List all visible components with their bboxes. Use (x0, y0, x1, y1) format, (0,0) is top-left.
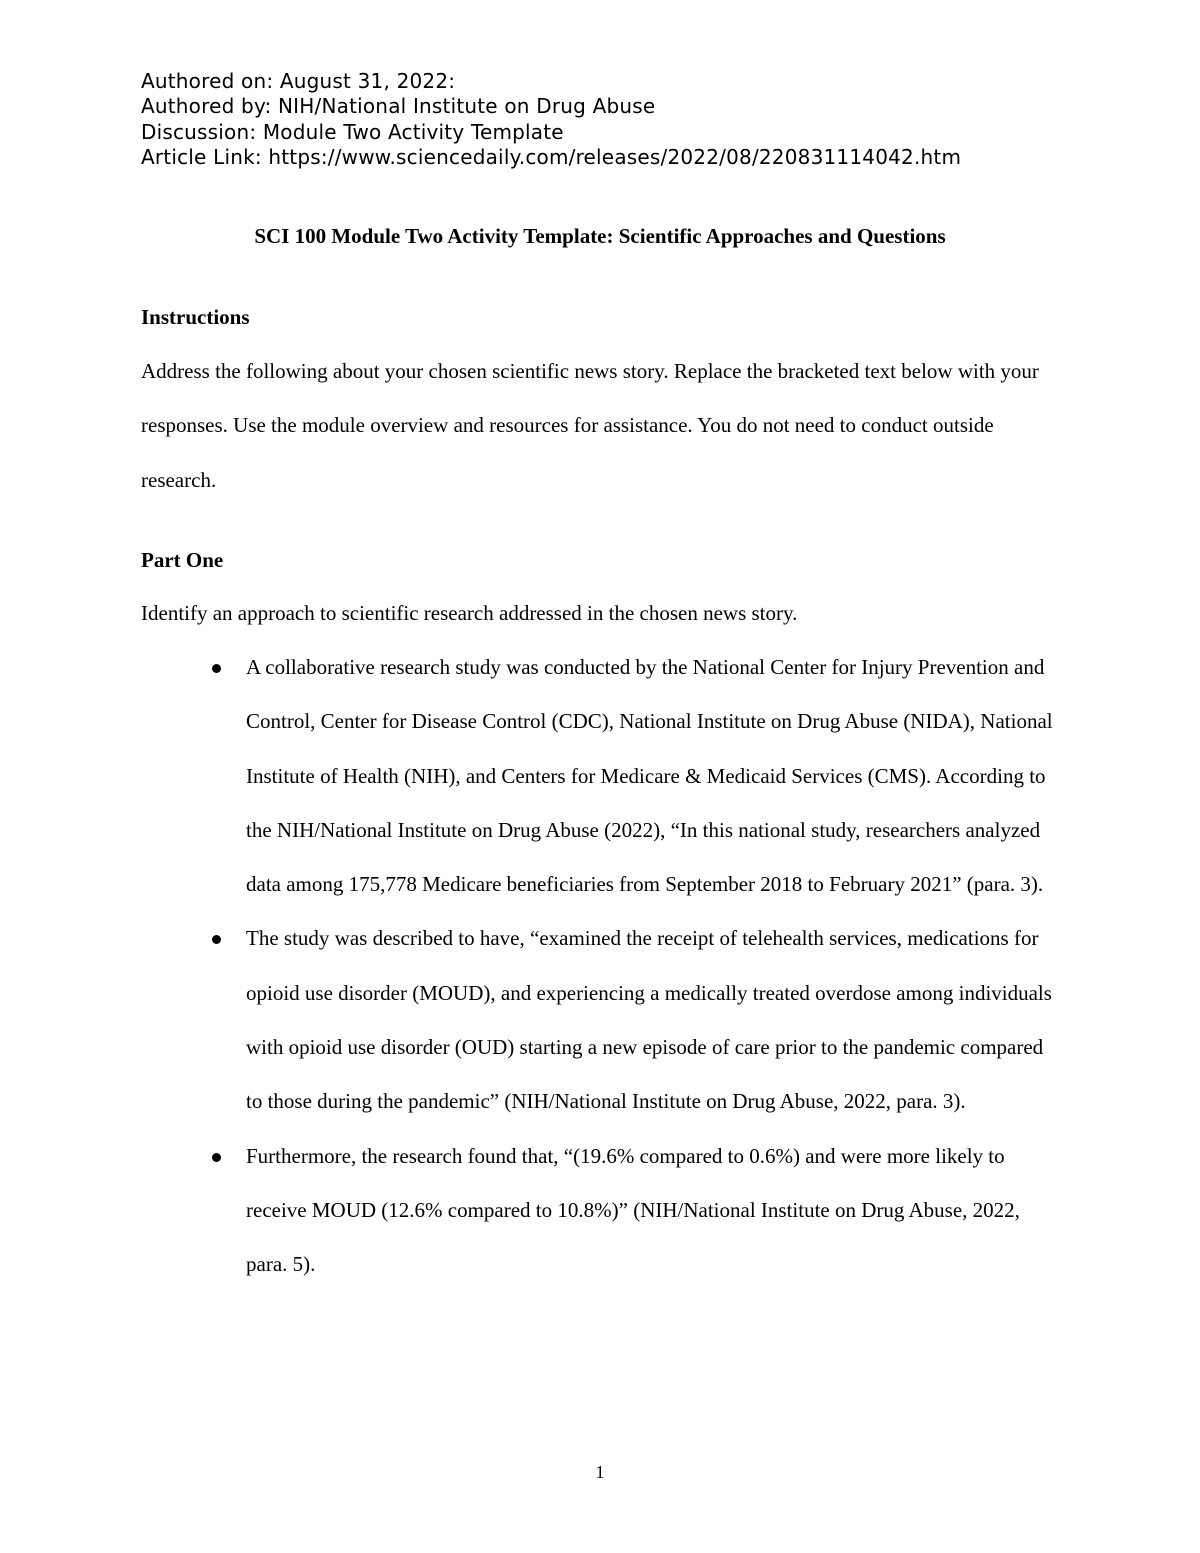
list-item (0, 1129, 1060, 1292)
document-header-info (141, 69, 961, 170)
instructions-heading: Instructions (141, 305, 250, 329)
authored-by-line: Authored by: NIH/National Institute on Drug Abuse (141, 94, 656, 119)
bullet-icon (212, 935, 221, 944)
part-one-prompt: Identify an approach to scientific research addressed in the chosen news story. (141, 601, 798, 625)
bullet-text: The study was described to have, “examined the receipt of telehealth services, medications for opioid use disorder (MOUD), and experiencing a medically treated overdose among individuals with opioid use disorder (OUD) starting a new episode of care prior to the pandemic compared to those during the pandemic” (NIH/National Institute on Drug Abuse, 2022, para. 3). (246, 926, 1052, 1114)
page-number: 1 (595, 1462, 605, 1482)
bullet-icon (212, 1153, 221, 1162)
list-item (0, 640, 1060, 911)
bullet-text: A collaborative research study was conducted by the National Center for Injury Prevention and Control, Center for Disease Control (CDC), National Institute on Drug Abuse (NIDA), National Institute of Health (NIH), and Centers for Medicare & Medicaid Services (CMS). According to the NIH/National Institute on Drug Abuse (2022), “In this national study, researchers analyzed data among 175,778 Medicare beneficiaries from September 2018 to February 2021” (para. 3). (246, 655, 1053, 897)
instructions-paragraph: Address the following about your chosen scientific news story. Replace the bracketed text below with your responses. Use the module overview and resources for assistance. You do not need to conduct outside research. (141, 359, 1039, 492)
authored-on-line: Authored on: August 31, 2022: (141, 69, 456, 93)
part-one-bullet-list (0, 640, 1200, 1292)
document-title: SCI 100 Module Two Activity Template: Scientific Approaches and Questions (254, 224, 946, 248)
discussion-line: Discussion: Module Two Activity Template (141, 119, 564, 144)
list-item (0, 911, 1060, 1128)
bullet-text: Furthermore, the research found that, “(19.6% compared to 0.6%) and were more likely to receive MOUD (12.6% compared to 10.8%)” (NIH/National Institute on Drug Abuse, 2022, para. 5). (246, 1143, 1020, 1277)
part-one-heading: Part One (141, 548, 224, 572)
article-link-line: Article Link: https://www.sciencedaily.com/releases/2022/08/220831114042.htm (141, 144, 962, 169)
bullet-icon (212, 664, 221, 673)
